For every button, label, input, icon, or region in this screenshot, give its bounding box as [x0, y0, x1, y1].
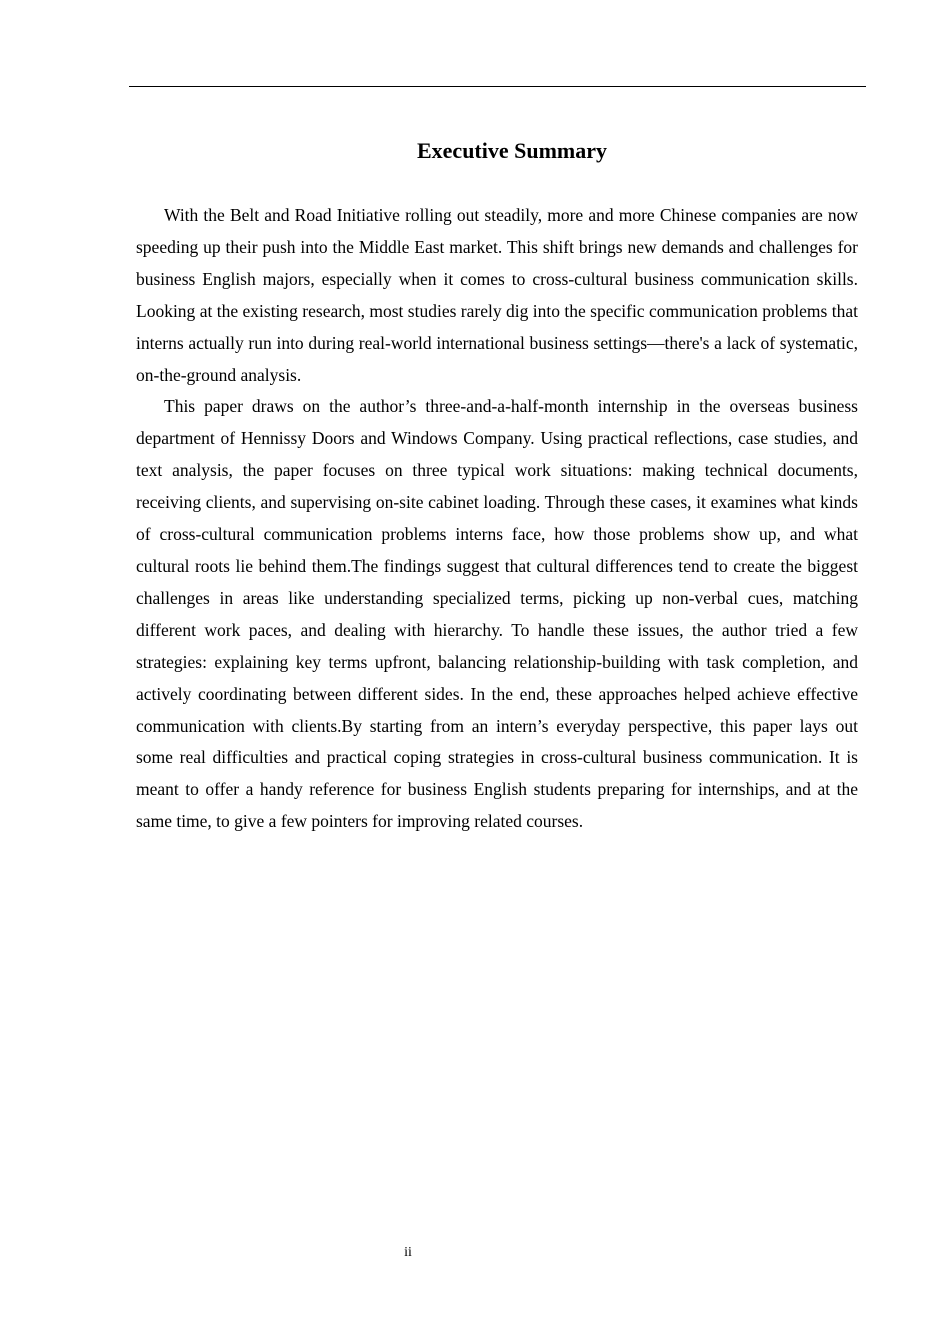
paragraph-2: This paper draws on the author’s three-and-a-half-month internship in the overseas business department of Hennissy Doors and Windows Company. Using practical reflections, case studies, and text analysis, the paper focuses on three typical work situations: making technical documents, receiving clients, and supervising on-site cabinet loading. Through these cases, it examines what kinds of cross-cultural communication problems interns face, how those problems show up, and what cultural roots lie behind them.The findings suggest that cultural differences tend to create the biggest challenges in areas like understanding specialized terms, picking up non-verbal cues, matching different work paces, and dealing with hierarchy. To handle these issues, the author tried a few strategies: explaining key terms upfront, balancing relationship-building with task completion, and actively coordinating between different sides. In the end, these approaches helped achieve effective communication with clients.By starting from an intern’s everyday perspective, this paper lays out some real difficulties and practical coping strategies in cross-cultural business communication. It is meant to offer a handy reference for business English students preparing for internships, and at the same time, to give a few pointers for improving related courses. [136, 396, 858, 832]
page-title: Executive Summary [416, 138, 608, 163]
paragraph-1: With the Belt and Road Initiative rolling out steadily, more and more Chinese companies are now speeding up their push into the Middle East market. This shift brings new demands and challenges for business English majors, especially when it comes to cross-cultural business communication skills. Looking at the existing research, most studies rarely dig into the specific communication problems that interns actually run into during real-world international business settings—there's a lack of systematic, on-the-ground analysis. [136, 205, 858, 385]
header-rule [129, 86, 866, 87]
summary-body [136, 200, 858, 838]
page-number: ii [404, 1245, 412, 1260]
